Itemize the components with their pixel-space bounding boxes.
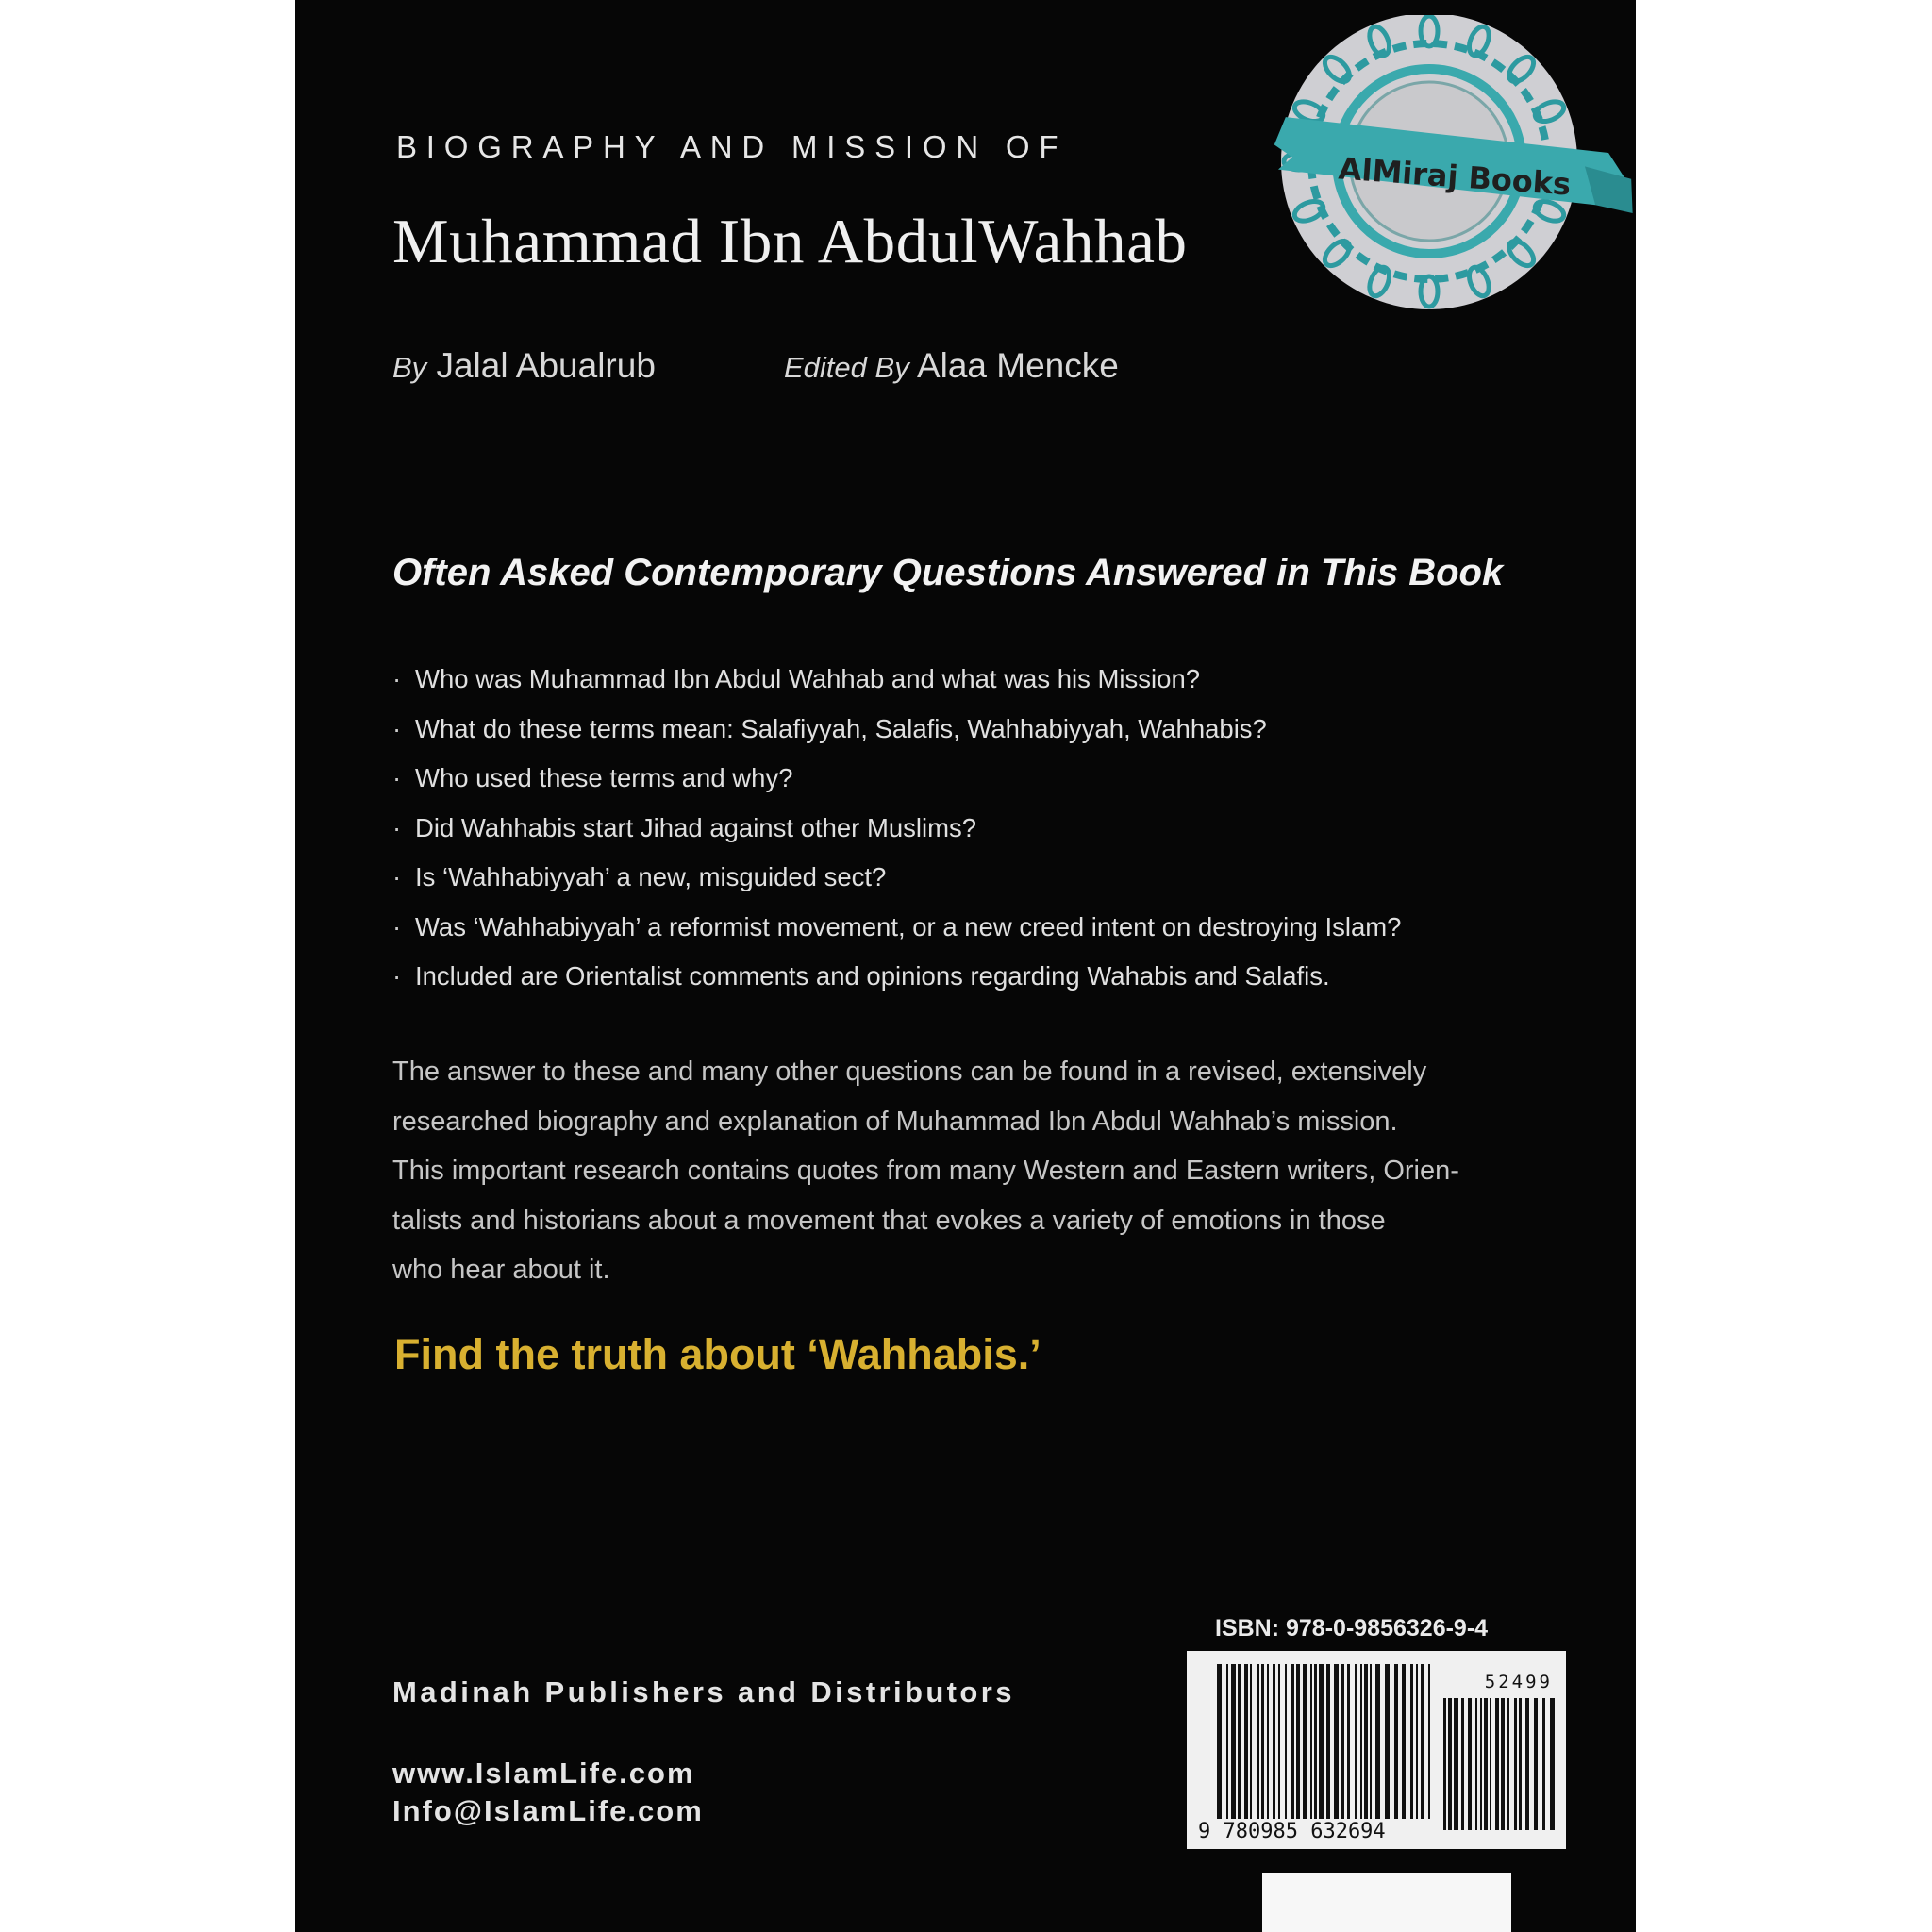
barcode xyxy=(1187,1651,1566,1849)
barcode-bar xyxy=(1291,1664,1294,1819)
questions-list xyxy=(392,658,1401,1005)
questions-heading: Often Asked Contemporary Questions Answered in This Book xyxy=(392,552,1504,593)
bullet-icon: · xyxy=(392,812,402,842)
barcode-bar xyxy=(1261,1664,1264,1819)
list-item: · Was ‘Wahhabiyyah’ a reformist movement, or a new creed intent on destroying Islam? xyxy=(392,906,1401,956)
barcode-bar xyxy=(1334,1664,1339,1819)
barcode-bar xyxy=(1231,1664,1236,1819)
tagline: Find the truth about ‘Wahhabis.’ xyxy=(394,1330,1041,1378)
barcode-bar xyxy=(1341,1664,1344,1819)
barcode-bar xyxy=(1319,1664,1324,1819)
barcode-bar xyxy=(1501,1698,1505,1830)
barcode-bar xyxy=(1314,1664,1317,1819)
email-link: Info@IslamLife.com xyxy=(392,1794,704,1827)
barcode-bar xyxy=(1296,1664,1300,1819)
barcode-bar xyxy=(1514,1698,1517,1830)
barcode-bar xyxy=(1226,1664,1228,1819)
barcode-bar xyxy=(1534,1698,1538,1830)
sticker-label xyxy=(1262,1873,1511,1932)
editor-credit xyxy=(784,346,1119,386)
barcode-bar xyxy=(1310,1664,1312,1819)
barcode-bar xyxy=(1257,1664,1259,1819)
isbn-label: ISBN: 978-0-9856326-9-4 xyxy=(1215,1615,1489,1641)
list-item: · Who was Muhammad Ibn Abdul Wahhab and what was his Mission? xyxy=(392,658,1401,708)
barcode-bar xyxy=(1217,1664,1222,1819)
barcode-bar xyxy=(1385,1664,1390,1819)
barcode-bar xyxy=(1490,1698,1491,1830)
barcode-bar xyxy=(1484,1698,1488,1830)
list-item: · Did Wahhabis start Jihad against other Muslims? xyxy=(392,807,1401,857)
barcode-bar xyxy=(1525,1698,1529,1830)
barcode-bar xyxy=(1394,1664,1398,1819)
cover-subtitle: BIOGRAPHY AND MISSION OF xyxy=(396,129,1068,164)
description-paragraph: The answer to these and many other questions can be found in a revised, extensively researched biography and explanation of Muhammad Ibn Abdul Wahhab’s mission. This important research contains quotes from many Western and Eastern writers, Orien- talists and historians about a movement that evokes a variety of emotions in those who hear about it. xyxy=(392,1057,1459,1285)
barcode-bar xyxy=(1495,1698,1499,1830)
barcode-bar xyxy=(1461,1698,1464,1830)
barcode-bar xyxy=(1267,1664,1269,1819)
editor-prefix: Edited By xyxy=(784,351,909,384)
barcode-bar xyxy=(1475,1698,1477,1830)
list-item: · Included are Orientalist comments and opinions regarding Wahabis and Salafis. xyxy=(392,955,1401,1005)
bullet-icon: · xyxy=(392,763,402,792)
website-link: www.IslamLife.com xyxy=(392,1757,695,1790)
barcode-bar xyxy=(1454,1698,1458,1830)
bullet-icon: · xyxy=(392,961,402,991)
barcode-bar xyxy=(1375,1664,1380,1819)
barcode-bar xyxy=(1480,1698,1482,1830)
barcode-bar xyxy=(1410,1664,1413,1819)
bullet-icon: · xyxy=(392,862,402,891)
editor-name: Alaa Mencke xyxy=(916,346,1119,385)
barcode-bar xyxy=(1364,1664,1368,1819)
barcode-bar xyxy=(1326,1664,1330,1819)
barcode-bar xyxy=(1303,1664,1307,1819)
publisher-name: Madinah Publishers and Distributors xyxy=(392,1675,1015,1708)
barcode-bar xyxy=(1448,1698,1452,1830)
barcode-bar xyxy=(1250,1664,1252,1819)
barcode-bar xyxy=(1347,1664,1350,1819)
list-item: · Who used these terms and why? xyxy=(392,757,1401,807)
list-item: · Is ‘Wahhabiyyah’ a new, misguided sect? xyxy=(392,856,1401,906)
barcode-bar xyxy=(1244,1664,1248,1819)
barcode-bar xyxy=(1360,1664,1362,1819)
barcode-bar xyxy=(1402,1664,1406,1819)
barcode-bar xyxy=(1443,1698,1446,1830)
barcode-bar xyxy=(1421,1664,1424,1819)
bullet-icon: · xyxy=(392,664,402,693)
barcode-bar xyxy=(1550,1698,1555,1830)
almiraj-books-logo xyxy=(1247,15,1662,326)
barcode-bar xyxy=(1519,1698,1522,1830)
barcode-bar xyxy=(1273,1664,1275,1819)
bullet-icon: · xyxy=(392,911,402,941)
author-name: Jalal Abualrub xyxy=(436,346,656,385)
cover-title: Muhammad Ibn AbdulWahhab xyxy=(392,207,1188,276)
author-credit xyxy=(392,346,656,386)
barcode-bar xyxy=(1355,1664,1357,1819)
barcode-bar xyxy=(1428,1664,1430,1819)
barcode-bar xyxy=(1507,1698,1509,1830)
barcode-bar xyxy=(1542,1698,1545,1830)
barcode-bar xyxy=(1416,1664,1418,1819)
author-prefix: By xyxy=(392,351,427,384)
bullet-icon: · xyxy=(392,713,402,743)
list-item: · What do these terms mean: Salafiyyah, Salafis, Wahhabiyyah, Wahhabis? xyxy=(392,708,1401,758)
logo-text: AlMiraj Books xyxy=(1337,150,1573,203)
barcode-bar xyxy=(1238,1664,1241,1819)
barcode-bar xyxy=(1285,1664,1287,1819)
price-code: 52499 xyxy=(1484,1672,1553,1692)
barcode-bar xyxy=(1370,1664,1372,1819)
barcode-bar xyxy=(1468,1698,1472,1830)
barcode-bar xyxy=(1278,1664,1280,1819)
barcode-number: 9 780985 632694 xyxy=(1198,1820,1386,1843)
